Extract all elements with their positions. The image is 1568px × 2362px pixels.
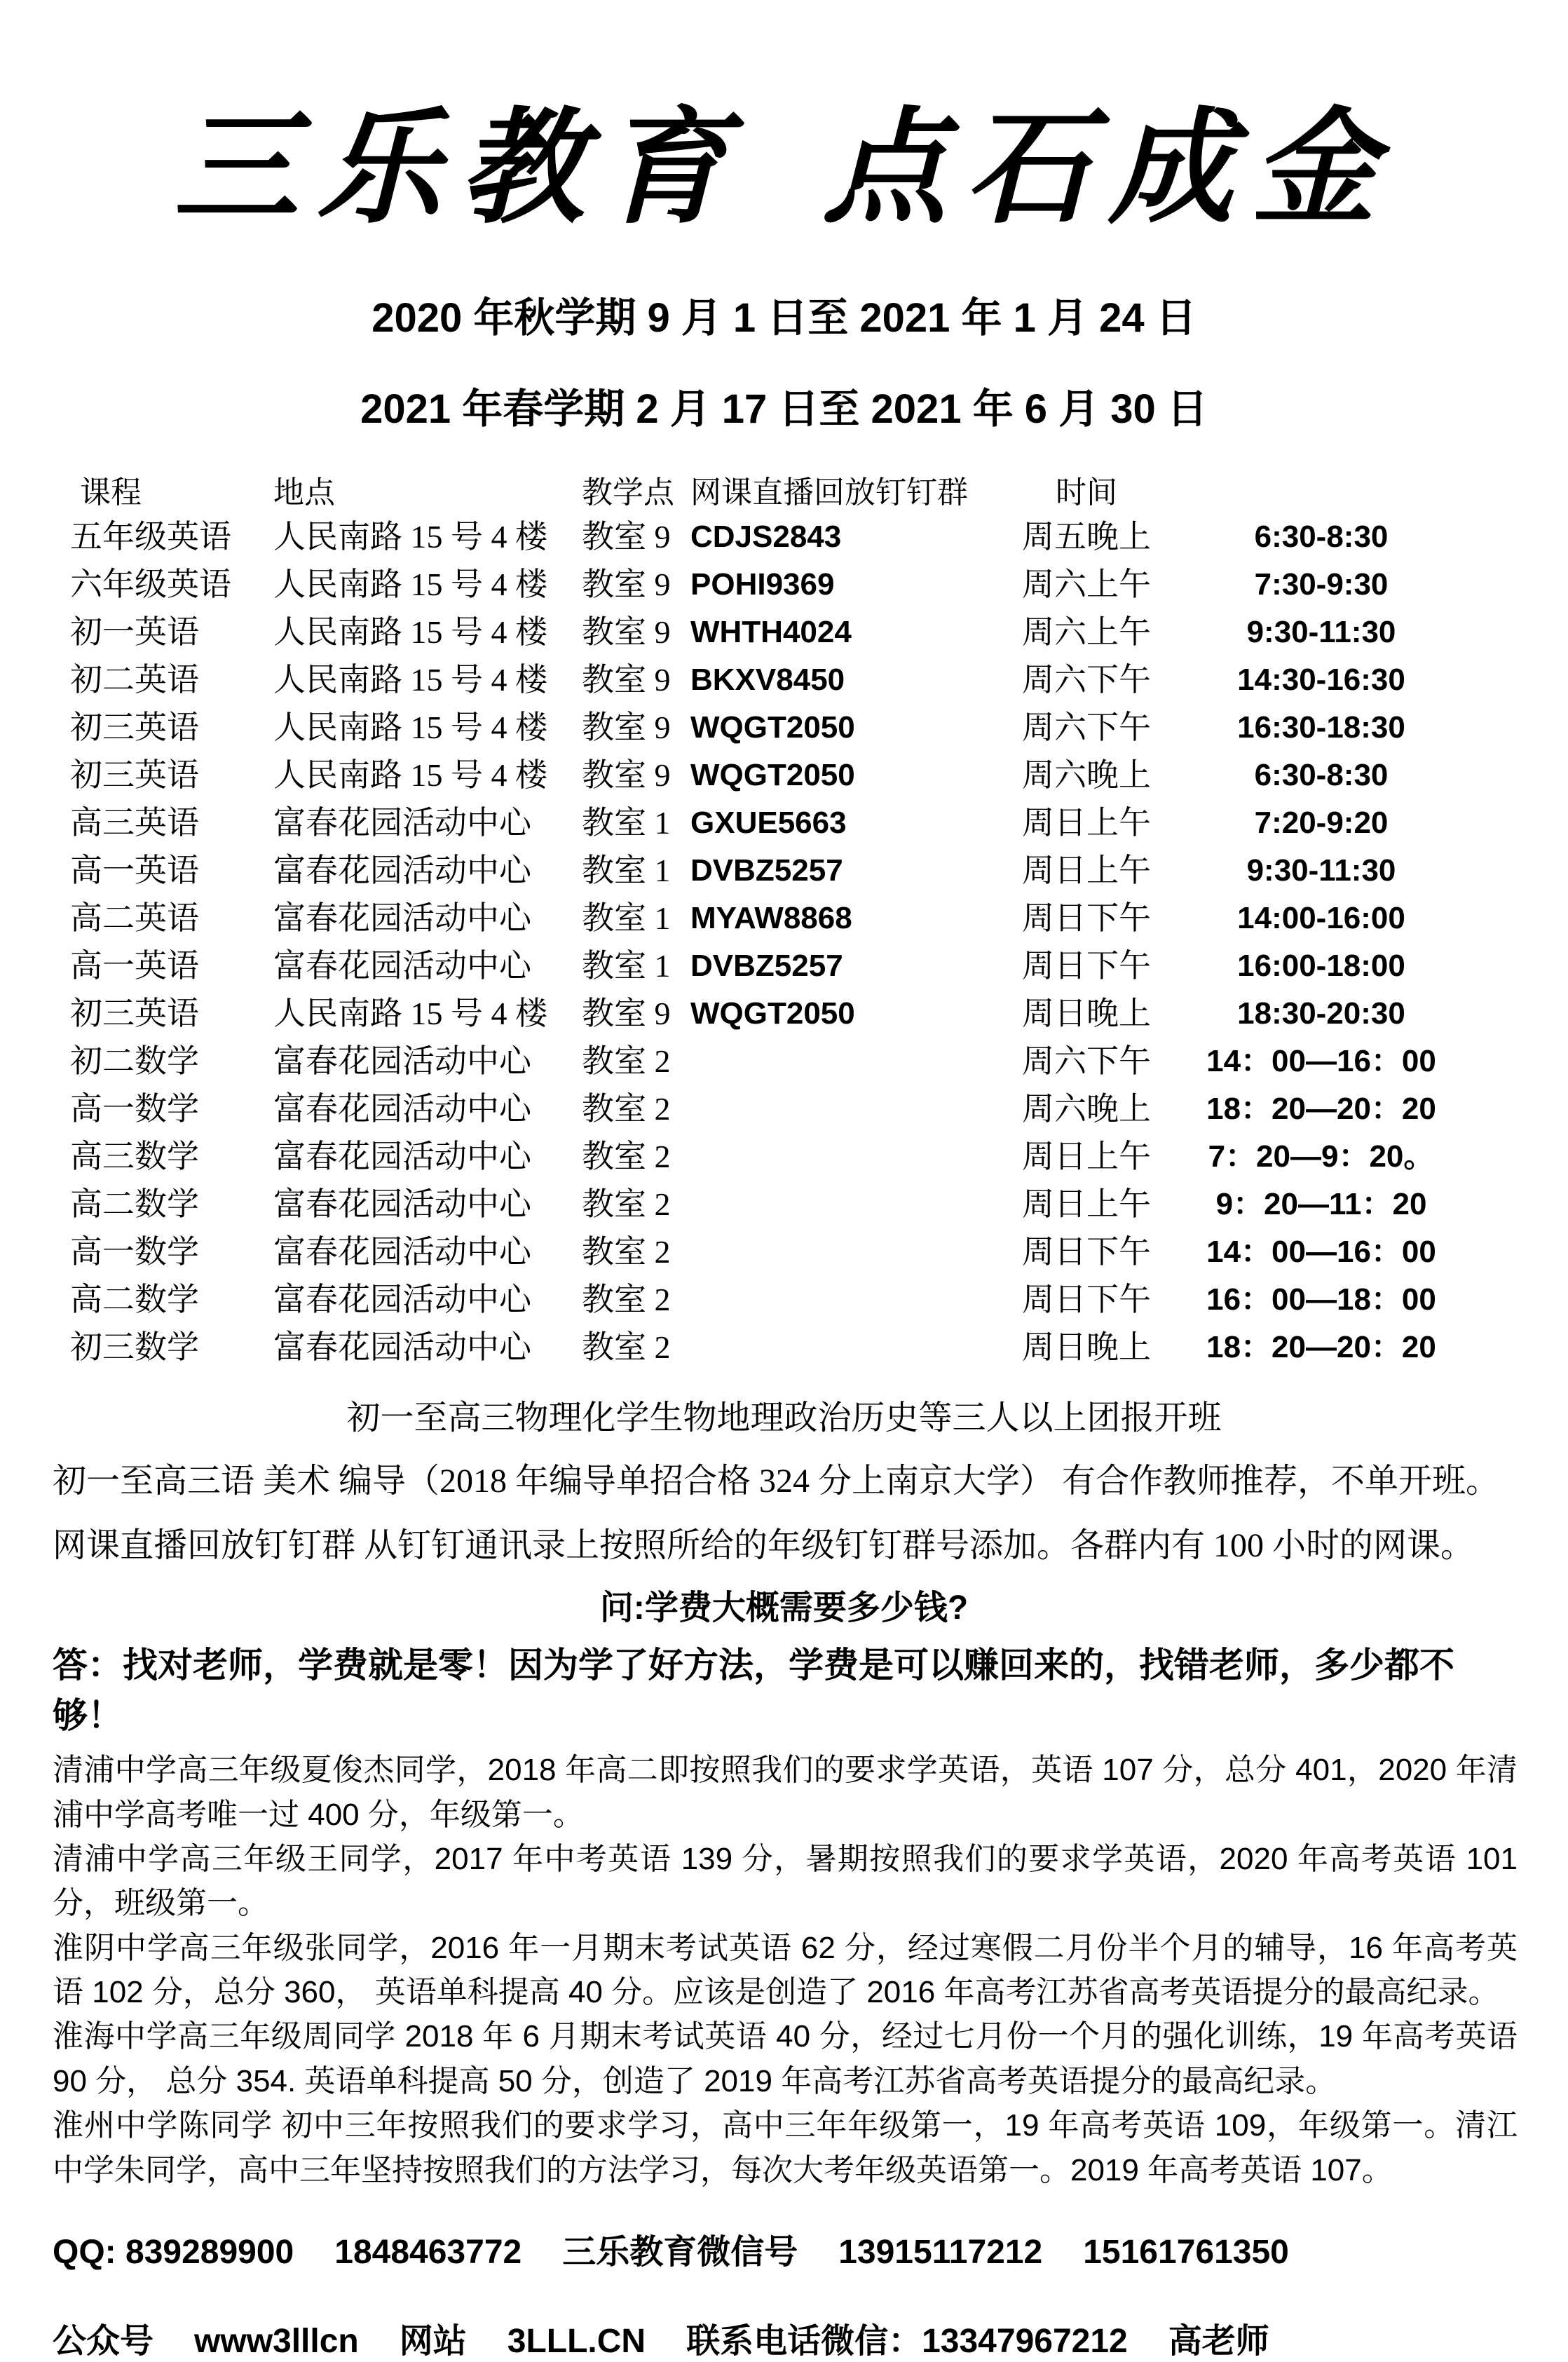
schedule-row (70, 800, 1568, 848)
course-cell: 初三数学 (70, 1329, 199, 1366)
location-cell: 富春花园活动中心 (273, 1234, 531, 1270)
day-cell: 周六下午 (1022, 662, 1151, 698)
art-programs-note: 初一至高三语 美术 编导（2018 年编导单招合格 324 分上南京大学） 有合作教师推荐，不单开班。 (53, 1462, 1500, 1500)
testimonials-section (53, 1748, 1518, 2192)
dingtalk-group-cell: GXUE5663 (690, 806, 847, 841)
schedule-row (70, 1038, 1568, 1086)
schedule-row (70, 657, 1568, 705)
location-cell: 人民南路 15 号 4 楼 (273, 566, 547, 603)
schedule-row (70, 1324, 1568, 1372)
location-cell: 富春花园活动中心 (273, 853, 531, 889)
day-cell: 周六上午 (1022, 614, 1151, 651)
day-cell: 周日上午 (1022, 853, 1151, 889)
time-cell: 14:00-16:00 (1237, 901, 1405, 936)
location-cell: 富春花园活动中心 (273, 1091, 531, 1127)
location-cell: 富春花园活动中心 (273, 948, 531, 984)
schedule-row (70, 752, 1568, 800)
dingtalk-group-cell: WQGT2050 (690, 758, 855, 793)
time-cell: 9：20—11：20 (1215, 1187, 1427, 1222)
schedule-table (70, 473, 1568, 1372)
testimonial-zhang: 淮阴中学高三年级张同学，2016 年一月期末考试英语 62 分，经过寒假二月份半个月的辅导，16 年高考英语 102 分，总分 360， 英语单科提高 40 分。应该是创造了 2016 年高考江苏省高考英语提分的最高纪录。 (53, 1930, 1518, 2010)
location-cell: 富春花园活动中心 (273, 1282, 531, 1318)
time-cell: 14：00—16：00 (1206, 1044, 1436, 1079)
classroom-cell: 教室 1 (582, 805, 671, 841)
contact-line-2 (53, 2314, 1519, 2362)
time-cell: 7：20—9：20。 (1208, 1139, 1435, 1174)
course-cell: 初三英语 (70, 710, 199, 746)
day-cell: 周六晚上 (1022, 1091, 1151, 1127)
location-cell: 富春花园活动中心 (273, 1139, 531, 1175)
schedule-row (70, 943, 1568, 991)
schedule-row (70, 1181, 1568, 1229)
time-cell: 7:30-9:30 (1254, 567, 1389, 602)
schedule-header-row (70, 473, 1568, 514)
classroom-cell: 教室 9 (582, 710, 671, 746)
tuition-question: 问:学费大概需要多少钱? (599, 1589, 969, 1627)
website-label: 网站 (399, 2322, 467, 2360)
time-cell: 18:30-20:30 (1237, 996, 1405, 1031)
location-cell: 富春花园活动中心 (273, 1043, 531, 1080)
testimonial-chen-zhu: 淮州中学陈同学 初中三年按照我们的要求学习，高中三年年级第一，19 年高考英语 109，年级第一。清江中学朱同学，高中三年坚持按照我们的方法学习，每次大考年级英语第一。2019 年高考英语 107。 (53, 2108, 1518, 2187)
schedule-row (70, 895, 1568, 943)
wechat-number-1: 13915117212 (838, 2233, 1043, 2271)
classroom-cell: 教室 9 (582, 662, 671, 698)
course-cell: 六年级英语 (70, 566, 231, 603)
day-cell: 周六下午 (1022, 1043, 1151, 1080)
course-cell: 初三英语 (70, 757, 199, 794)
location-cell: 人民南路 15 号 4 楼 (273, 614, 547, 651)
classroom-cell: 教室 2 (582, 1282, 671, 1318)
location-cell: 富春花园活动中心 (273, 1329, 531, 1366)
qq-number-2: 1848463772 (334, 2233, 522, 2271)
qq-number-1: QQ: 839289900 (53, 2233, 294, 2271)
dingtalk-instruction-note: 网课直播回放钉钉群 从钉钉通讯录上按照所给的年级钉钉群号添加。各群内有 100 小时的网课。 (53, 1526, 1475, 1564)
course-cell: 五年级英语 (70, 519, 231, 555)
testimonial-xia: 清浦中学高三年级夏俊杰同学，2018 年高二即按照我们的要求学英语，英语 107 分，总分 401，2020 年清浦中学高考唯一过 400 分，年级第一。 (53, 1753, 1518, 1832)
schedule-row (70, 562, 1568, 609)
time-cell: 18：20—20：20 (1206, 1092, 1436, 1127)
course-cell: 初二英语 (70, 662, 199, 698)
classroom-cell: 教室 1 (582, 853, 671, 889)
classroom-cell: 教室 1 (582, 948, 671, 984)
schedule-row (70, 514, 1568, 562)
time-cell: 18：20—20：20 (1206, 1330, 1436, 1365)
location-cell: 人民南路 15 号 4 楼 (273, 662, 547, 698)
title-part-1: 三乐教育 (173, 100, 746, 238)
time-cell: 14：00—16：00 (1206, 1235, 1436, 1270)
dingtalk-group-cell: CDJS2843 (690, 520, 842, 555)
classroom-cell: 教室 2 (582, 1139, 671, 1175)
time-cell: 16:00-18:00 (1237, 949, 1405, 984)
header-dingtalk-group: 网课直播回放钉钉群 (690, 475, 968, 510)
day-cell: 周日上午 (1022, 1139, 1151, 1175)
time-cell: 16：00—18：00 (1206, 1282, 1436, 1317)
teacher-name: 高老师 (1168, 2322, 1269, 2360)
dingtalk-group-cell: WHTH4024 (690, 615, 852, 650)
website-value: 3LLL.CN (507, 2322, 646, 2360)
classroom-cell: 教室 9 (582, 614, 671, 651)
tuition-answer: 答：找对老师，学费就是零！因为学了好方法，学费是可以赚回来的，找错老师，多少都不够！ (53, 1645, 1454, 1736)
wechat-number-2: 15161761350 (1083, 2233, 1289, 2271)
day-cell: 周日下午 (1022, 948, 1151, 984)
classroom-cell: 教室 9 (582, 519, 671, 555)
course-cell: 高一英语 (70, 948, 199, 984)
header-course: 课程 (80, 475, 142, 510)
course-cell: 高一数学 (70, 1091, 199, 1127)
schedule-row (70, 848, 1568, 895)
classroom-cell: 教室 2 (582, 1234, 671, 1270)
classroom-cell: 教室 2 (582, 1043, 671, 1080)
schedule-row (70, 1134, 1568, 1181)
title-part-2: 点石成金 (822, 100, 1395, 238)
course-cell: 高二英语 (70, 900, 199, 937)
course-cell: 高三英语 (70, 805, 199, 841)
time-cell: 16:30-18:30 (1237, 710, 1405, 745)
course-cell: 初一英语 (70, 614, 199, 651)
day-cell: 周六上午 (1022, 566, 1151, 603)
location-cell: 人民南路 15 号 4 楼 (273, 519, 547, 555)
day-cell: 周日下午 (1022, 1282, 1151, 1318)
location-cell: 人民南路 15 号 4 楼 (273, 710, 547, 746)
schedule-row (70, 1229, 1568, 1277)
course-cell: 高二数学 (70, 1282, 199, 1318)
schedule-row (70, 609, 1568, 657)
wechat-label: 三乐教育微信号 (562, 2233, 798, 2271)
dingtalk-group-cell: BKXV8450 (690, 663, 845, 698)
course-cell: 高一英语 (70, 853, 199, 889)
classroom-cell: 教室 2 (582, 1329, 671, 1366)
dingtalk-group-cell: WQGT2050 (690, 710, 855, 745)
course-cell: 高一数学 (70, 1234, 199, 1270)
day-cell: 周五晚上 (1022, 519, 1151, 555)
location-cell: 人民南路 15 号 4 楼 (273, 757, 547, 794)
classroom-cell: 教室 2 (582, 1091, 671, 1127)
day-cell: 周六下午 (1022, 710, 1151, 746)
course-cell: 初三英语 (70, 996, 199, 1032)
classroom-cell: 教室 9 (582, 757, 671, 794)
schedule-row (70, 991, 1568, 1038)
time-cell: 9:30-11:30 (1246, 853, 1396, 888)
contact-footer (53, 2225, 1519, 2362)
semester-line-spring: 2021 年春学期 2 月 17 日至 2021 年 6 月 30 日 (360, 386, 1208, 432)
time-cell: 6:30-8:30 (1254, 758, 1389, 793)
header-location: 地点 (273, 475, 335, 510)
day-cell: 周六晚上 (1022, 757, 1151, 794)
contact-phone-wechat: 联系电话微信：13347967212 (686, 2322, 1128, 2360)
day-cell: 周日晚上 (1022, 996, 1151, 1032)
time-cell: 9:30-11:30 (1246, 615, 1396, 650)
dingtalk-group-cell: MYAW8868 (690, 901, 852, 936)
classroom-cell: 教室 1 (582, 900, 671, 937)
testimonial-zhou: 淮海中学高三年级周同学 2018 年 6 月期末考试英语 40 分，经过七月份一个月的强化训练，19 年高考英语 90 分， 总分 354. 英语单科提高 50 分，创造了 2019 年高考江苏省高考英语提分的最高纪录。 (53, 2019, 1518, 2098)
course-cell: 高二数学 (70, 1186, 199, 1223)
page-title (0, 91, 1568, 247)
classroom-cell: 教室 9 (582, 996, 671, 1032)
contact-line-1 (53, 2225, 1519, 2273)
location-cell: 人民南路 15 号 4 楼 (273, 996, 547, 1032)
dingtalk-group-cell: WQGT2050 (690, 996, 855, 1031)
day-cell: 周日上午 (1022, 1186, 1151, 1223)
location-cell: 富春花园活动中心 (273, 805, 531, 841)
location-cell: 富春花园活动中心 (273, 900, 531, 937)
schedule-row (70, 1086, 1568, 1134)
day-cell: 周日上午 (1022, 805, 1151, 841)
course-cell: 高三数学 (70, 1139, 199, 1175)
group-enroll-note: 初一至高三物理化学生物地理政治历史等三人以上团报开班 (346, 1399, 1222, 1437)
official-account-value: www3lllcn (194, 2322, 359, 2360)
time-cell: 7:20-9:20 (1254, 806, 1389, 841)
classroom-cell: 教室 9 (582, 566, 671, 603)
header-time: 时间 (1056, 475, 1117, 510)
dingtalk-group-cell: DVBZ5257 (690, 949, 843, 984)
location-cell: 富春花园活动中心 (273, 1186, 531, 1223)
flyer-page (0, 91, 1568, 2360)
testimonial-wang: 清浦中学高三年级王同学，2017 年中考英语 139 分，暑期按照我们的要求学英语，2020 年高考英语 101 分，班级第一。 (53, 1842, 1518, 1921)
semester-line-autumn: 2020 年秋学期 9 月 1 日至 2021 年 1 月 24 日 (371, 294, 1197, 341)
dingtalk-group-cell: DVBZ5257 (690, 853, 843, 888)
classroom-cell: 教室 2 (582, 1186, 671, 1223)
day-cell: 周日下午 (1022, 1234, 1151, 1270)
time-cell: 6:30-8:30 (1254, 520, 1389, 555)
day-cell: 周日晚上 (1022, 1329, 1151, 1366)
schedule-row (70, 705, 1568, 752)
dingtalk-group-cell: POHI9369 (690, 567, 835, 602)
time-cell: 14:30-16:30 (1237, 663, 1405, 698)
day-cell: 周日下午 (1022, 900, 1151, 937)
official-account-label: 公众号 (53, 2322, 154, 2360)
header-classroom: 教学点 (582, 475, 674, 510)
schedule-row (70, 1277, 1568, 1324)
course-cell: 初二数学 (70, 1043, 199, 1080)
